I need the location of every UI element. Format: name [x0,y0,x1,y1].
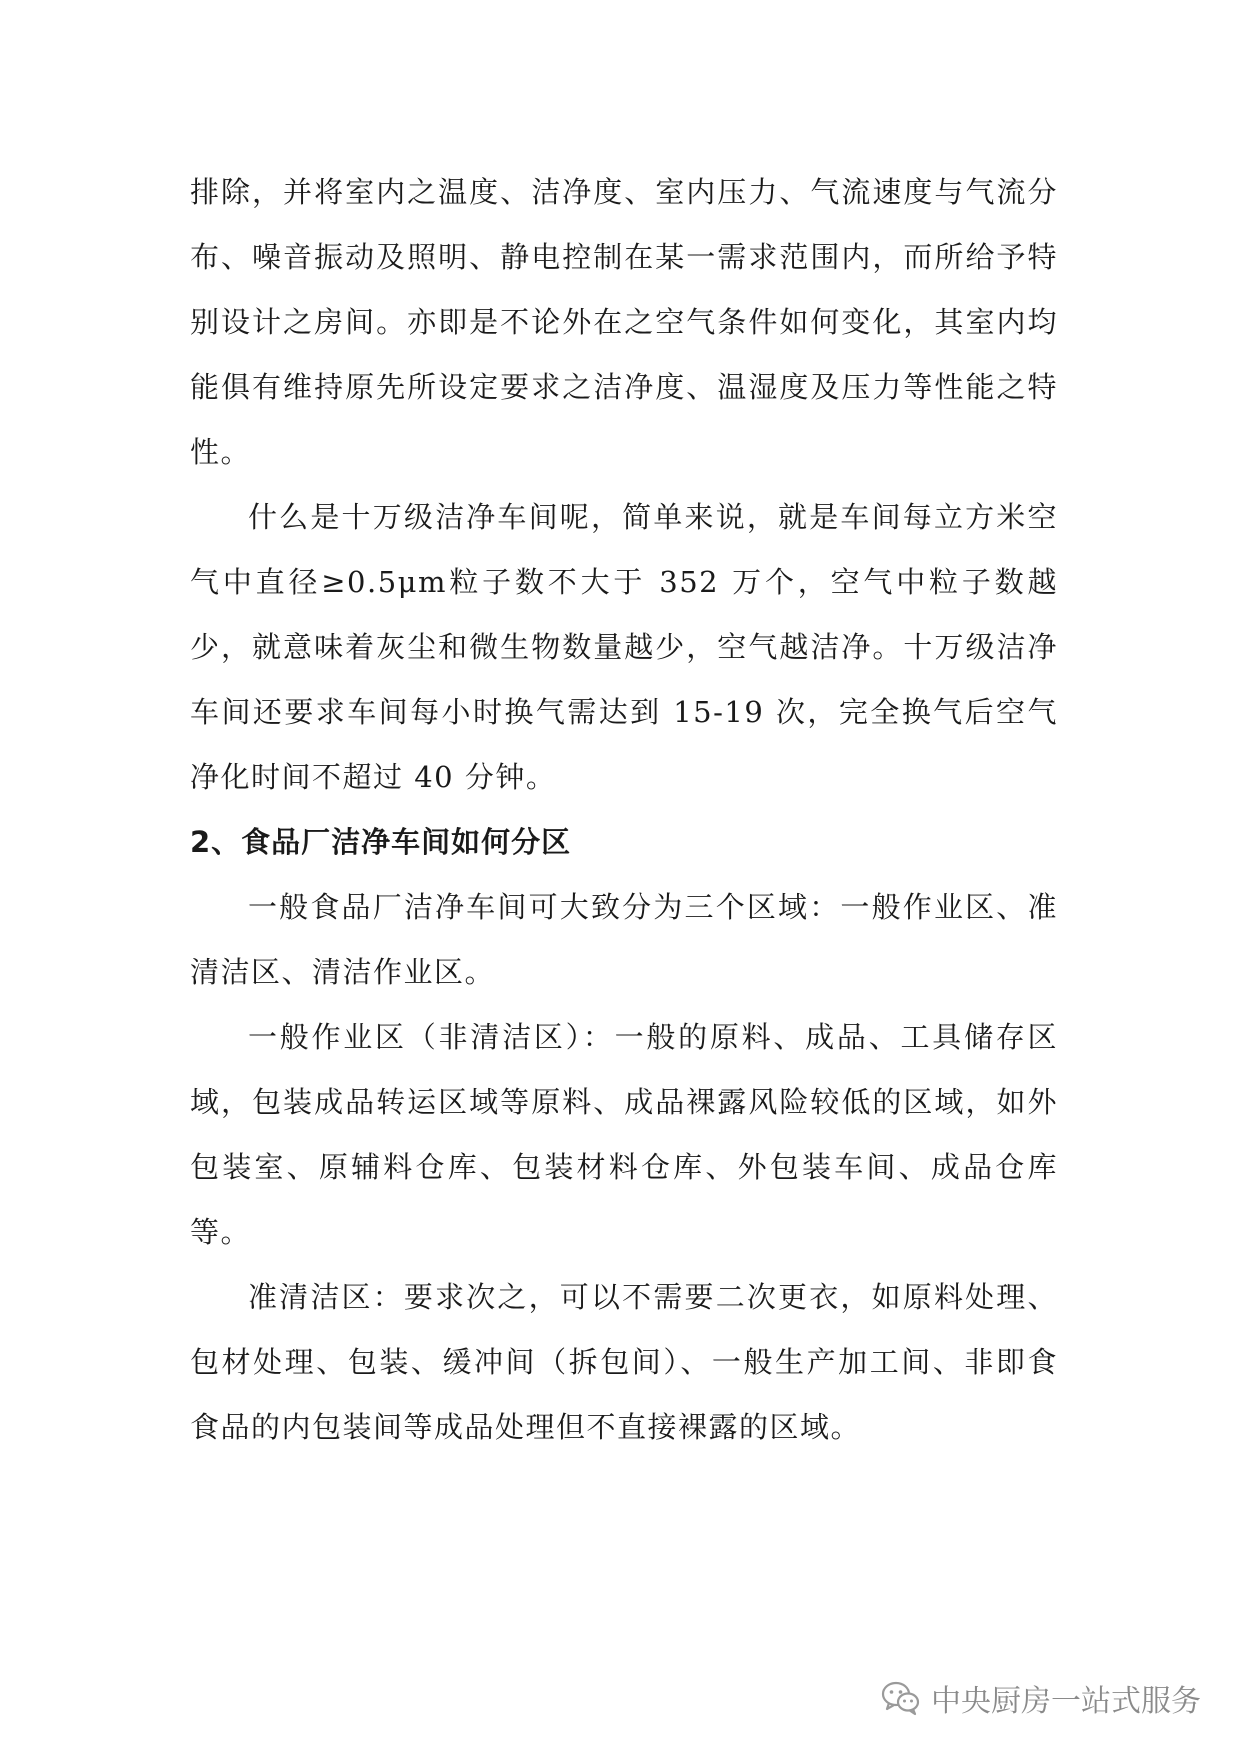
wechat-icon [881,1680,921,1716]
section-heading: 2、食品厂洁净车间如何分区 [190,825,572,859]
paragraph-zones-overview: 一般食品厂洁净车间可大致分为三个区域：一般作业区、准清洁区、清洁作业区。 [190,890,1058,989]
document-body [190,160,1058,1460]
paragraph-cleanroom-definition: 排除，并将室内之温度、洁净度、室内压力、气流速度与气流分布、噪音振动及照明、静电控制在某一需求范围内，而所给予特别设计之房间。亦即是不论外在之空气条件如何变化，其室内均能俱有维持原先所设定要求之洁净度、温湿度及压力等性能之特性。 [190,175,1058,469]
paragraph-class-100000: 什么是十万级洁净车间呢，简单来说，就是车间每立方米空气中直径≥0.5μm粒子数不大于 352 万个，空气中粒子数越少，就意味着灰尘和微生物数量越少，空气越洁净。十万级洁净车间还要求车间每小时换气需达到 15-19 次，完全换气后空气净化时间不超过 40 分钟。 [190,500,1058,794]
paragraph-semi-clean-zone: 准清洁区：要求次之，可以不需要二次更衣，如原料处理、包材处理、包装、缓冲间（拆包间）、一般生产加工间、非即食食品的内包装间等成品处理但不直接裸露的区域。 [190,1280,1058,1444]
watermark [881,1676,1201,1720]
watermark-text: 中央厨房一站式服务 [931,1684,1201,1719]
paragraph-general-zone: 一般作业区（非清洁区）：一般的原料、成品、工具储存区域，包装成品转运区域等原料、成品裸露风险较低的区域，如外包装室、原辅料仓库、包装材料仓库、外包装车间、成品仓库等。 [190,1020,1058,1249]
